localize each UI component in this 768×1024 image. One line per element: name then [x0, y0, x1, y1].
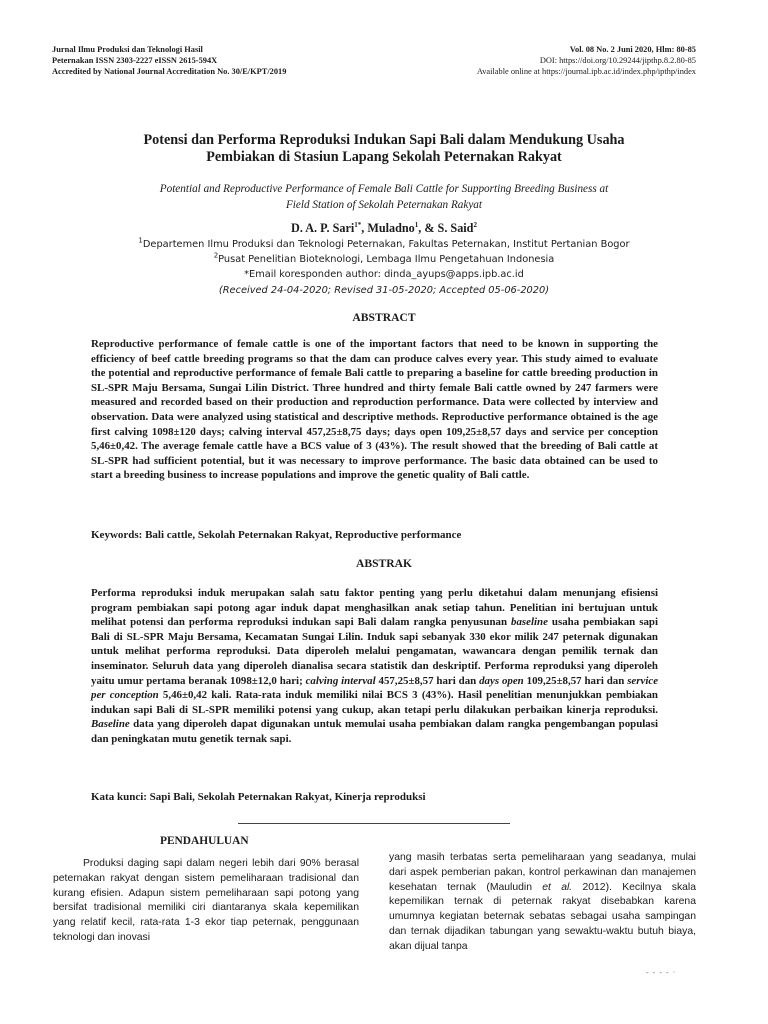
- abstract-heading: ABSTRACT: [352, 311, 416, 324]
- abstrak-part-2: usaha pembiakan sapi Bali di SL-SPR Maju Bersama, Kecamatan Sungai Lilin. Induk sapi sebanyak 330 ekor milik 247 peternak digunakan untuk melihat performa reproduksi. Data diperoleh melalui pengamatan, wawancara dengan pemilik ternak dan inseminator. Seluruh data yang diperoleh dianalisa secara statistik dan deskriptif. Performa reproduksi yang diperoleh yaitu umur pertama beranak 1098±12,0 hari;: [91, 616, 658, 687]
- english-title: [90, 181, 678, 213]
- right-etal: et al.: [542, 881, 573, 893]
- abstrak-term-calving: calving interval: [305, 674, 376, 687]
- doi-link[interactable]: DOI: https://doi.org/10.29244/jipthp.8.2.80-85: [539, 56, 696, 66]
- affiliation-1: [0, 237, 768, 252]
- abstrak-term-service: service per conception: [91, 674, 659, 702]
- section-divider: [238, 823, 510, 824]
- affiliation-2-text: Pusat Penelitian Bioteknologi, Lembaga Ilmu Pengetahuan Indonesia: [218, 254, 555, 266]
- abstrak-heading: ABSTRAK: [355, 557, 413, 570]
- abstrak-part-5: 5,46±0,42 kali. Rata-rata induk memiliki nilai BCS 3 (43%). Hasil penelitian menunjukkan pembiakan indukan sapi Bali di SL-SPR memiliki potensi yang cukup, akan tetapi perlu dilakukan perbaikan kinerja reproduksi.: [91, 689, 658, 716]
- right-text-2: 2012). Kecilnya skala kepemilikan ternak di peternak rakyat disebabkan karena umumnya kegiatan beternak sebatas sebagai usaha sampingan dan ternak dijadikan tabungan yang sewaktu-waktu butuh biaya, akan dijual tanpa: [389, 881, 697, 952]
- title-line-2: Pembiakan di Stasiun Lapang Sekolah Peternakan Rakyat: [206, 149, 562, 165]
- abstrak-part-1: Performa reproduksi induk merupakan salah satu faktor penting yang perlu diketahui dalam menunjang efisiensi program pembiakan sapi potong agar induk dapat menghasilkan anak setiap tahun. Penelitian ini bertujuan untuk melihat potensi dan performa reproduksi indukan sapi Bali dalam rangka penyusunan: [91, 587, 658, 629]
- journal-header: [52, 44, 286, 78]
- online-link[interactable]: Available online at https://journal.ipb.ac.id/index.php/ipthp/index: [476, 67, 696, 77]
- right-text-1: yang masih terbatas serta pemeliharaan yang seadanya, mulai dari aspek pemberian pakan, kontrol perkawinan dan manajemen kesehatan ternak (Mauludin: [389, 852, 696, 893]
- volume-info: Vol. 08 No. 2 Juni 2020, Hlm: 80-85: [569, 45, 696, 54]
- english-title-line-1: Potential and Reproductive Performance of Female Bali Cattle for Supporting Breeding Business at: [159, 183, 609, 195]
- issue-info: [477, 44, 696, 78]
- abstrak-part-4: 109,25±8,57 hari dan: [523, 674, 628, 687]
- section-heading-pendahuluan: PENDAHULUAN: [160, 835, 249, 847]
- body-column-left: Produksi daging sapi dalam negeri lebih dari 90% berasal peternakan rakyat dengan sistem pemeliharaan tradisional dan kurang efisien. Adapun sistem pemeliharaan sapi potong yang bersifat tradisional memiliki ciri diantaranya skala kepemilikan yang relatif kecil, rata-rata 1-3 ekor tiap peternak, penggunaan teknologi dan inovasi: [53, 858, 359, 943]
- author-1-affil: 1*: [354, 220, 362, 229]
- affiliation-1-text: Departemen Ilmu Produksi dan Teknologi Peternakan, Fakultas Peternakan, Institut Pertanian Bogor: [142, 239, 630, 250]
- abstrak-part-3: 457,25±8,57 hari dan: [375, 674, 480, 687]
- abstrak-text: [91, 586, 658, 747]
- title-line-1: Potensi dan Performa Reproduksi Indukan Sapi Bali dalam Mendukung Usaha: [143, 132, 625, 148]
- paper-title: [60, 132, 708, 166]
- keywords: Keywords: Bali cattle, Sekolah Peternakan Rakyat, Reproductive performance: [91, 529, 462, 541]
- received-dates: (Received 24-04-2020; Revised 31-05-2020; Accepted 05-06-2020): [218, 284, 550, 296]
- affiliation-1-mark: 1: [138, 236, 143, 245]
- abstrak-term-baseline: baseline: [511, 616, 548, 629]
- corresponding-email: *Email koresponden author: dinda_ayups@apps.ipb.ac.id: [244, 269, 524, 281]
- author-2-affil: 1: [414, 220, 419, 229]
- abstrak-term-baseline-2: Baseline: [91, 718, 130, 731]
- author-2: , Muladno: [361, 221, 415, 235]
- english-title-line-2: Field Station of Sekolah Peternakan Rakyat: [285, 199, 483, 211]
- kata-kunci: Kata kunci: Sapi Bali, Sekolah Peternakan Rakyat, Kinerja reproduksi: [91, 791, 426, 803]
- author-1: D. A. P. Sari: [291, 221, 355, 235]
- abstrak-part-6: data yang diperoleh dapat digunakan untuk memulai usaha pembiakan dalam rangka pengembangan populasi dan peningkatan mutu genetik ternak sapi.: [91, 718, 658, 745]
- abstract-text: Reproductive performance of female cattle is one of the important factors that need to be known in supporting the efficiency of beef cattle breeding programs so that the dam can produce calves every year. This study aimed to evaluate the potential and reproductive performance of female Bali cattle to preparing a baseline for cattle breeding production in SL-SPR Maju Bersama, Sungai Lilin District. Three hundred and thirty female Bali cattle owned by 247 farmers were measured and recorded based on their production and reproduction performance. Data were collected by interview and observation. Data were analyzed using statistical and descriptive methods. Reproductive performance obtained is the age first calving 1098±120 days; calving interval 457,25±8,75 days; days open 109,25±8,57 days and service per conception 5,46±0,42. The average female cattle have a BCS value of 3 (43%). The result showed that the breeding of Bali cattle at SL-SPR had sufficient potential, but it was necessary to improve performance. The basic data obtained can be used to start a breeding business to increase populations and improve the genetic quality of Bali cattle.: [91, 338, 658, 482]
- scan-artifact: - - - - ·: [646, 968, 677, 977]
- journal-issn: Peternakan ISSN 2303-2227 eISSN 2615-594X: [52, 56, 218, 66]
- body-column-right: [389, 851, 696, 955]
- journal-accreditation: Accredited by National Journal Accreditation No. 30/E/KPT/2019: [52, 67, 287, 77]
- abstrak-term-daysopen: days open: [479, 674, 524, 687]
- affiliations: [0, 237, 768, 298]
- author-3: , & S. Said: [418, 221, 474, 235]
- affiliation-2: [0, 252, 768, 267]
- affiliation-2-mark: 2: [213, 251, 219, 260]
- author-3-affil: 2: [473, 220, 477, 229]
- journal-name: Jurnal Ilmu Produksi dan Teknologi Hasil: [52, 45, 203, 54]
- author-list: [0, 221, 768, 236]
